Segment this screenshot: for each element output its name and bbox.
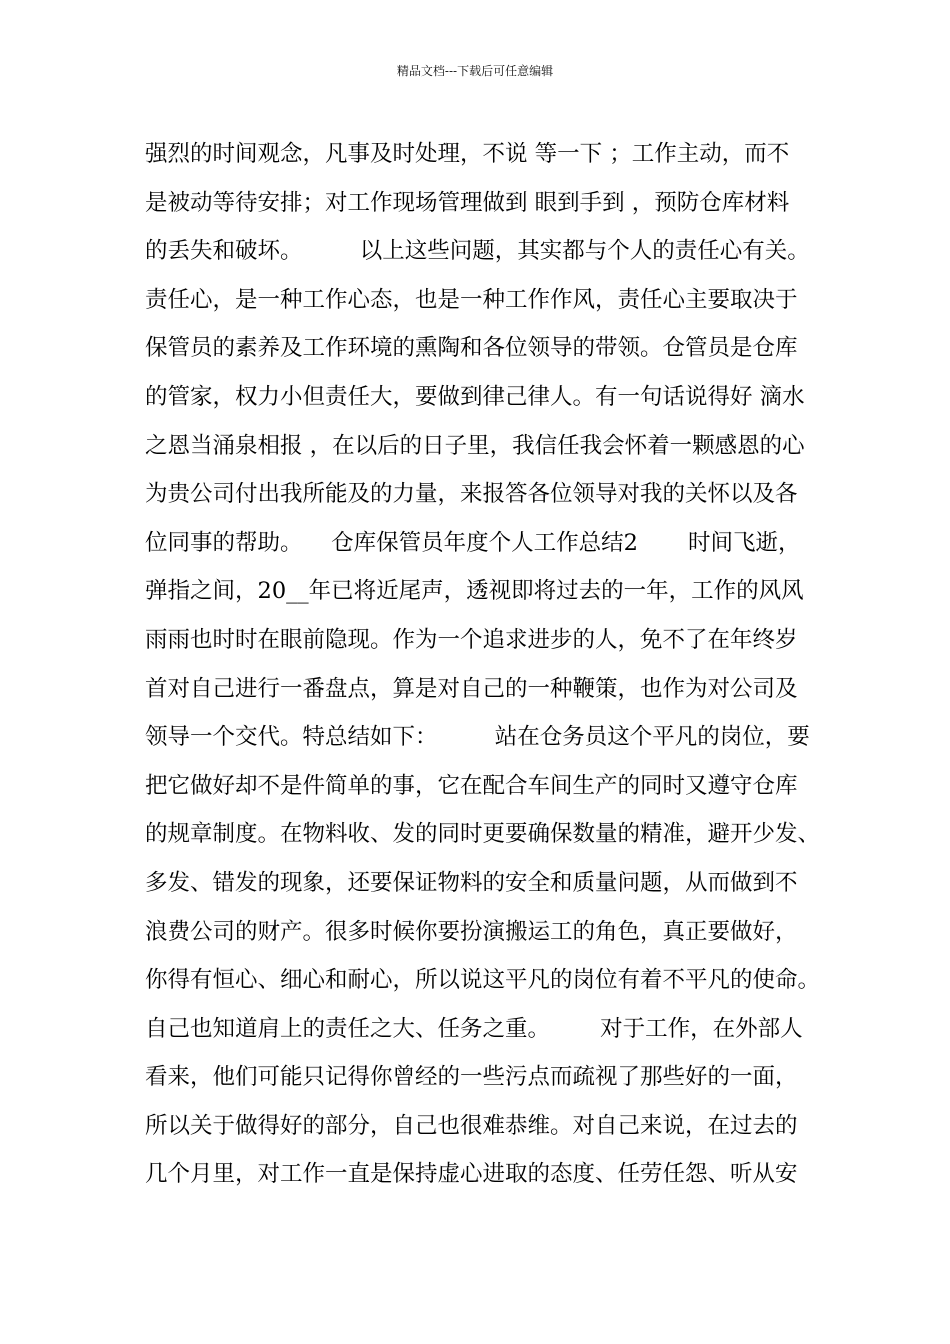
text-line: 领导一个交代。特总结如下： 站在仓务员这个平凡的岗位，要: [145, 724, 810, 751]
text-line: 保管员的素养及工作环境的熏陶和各位领导的带领。仓管员是仓库: [145, 335, 798, 362]
text-line: 之恩当涌泉相报 ，在以后的日子里，我信任我会怀着一颗感恩的心: [145, 432, 805, 459]
text-line: 所以关于做得好的部分，自己也很难恭维。对自己来说，在过去的: [145, 1112, 798, 1139]
text-line: 多发、错发的现象，还要保证物料的安全和质量问题，从而做到不: [145, 869, 798, 896]
text-line: 的规章制度。在物料收、发的同时更要确保数量的精准，避开少发、: [145, 821, 821, 848]
text-line: 几个月里，对工作一直是保持虚心进取的态度、任劳任怨、听从安: [145, 1161, 798, 1188]
text-line: 弹指之间，20__年已将近尾声，透视即将过去的一年，工作的风风: [145, 578, 804, 605]
text-line: 是被动等待安排；对工作现场管理做到 眼到手到 ，预防仓库材料: [145, 189, 790, 216]
text-line: 看来，他们可能只记得你曾经的一些污点而疏视了那些好的一面，: [145, 1064, 798, 1091]
text-line: 首对自己进行一番盘点，算是对自己的一种鞭策，也作为对公司及: [145, 675, 798, 702]
text-line: 的管家，权力小但责任大，要做到律己律人。有一句话说得好 滴水: [145, 383, 805, 410]
text-line: 把它做好却不是件简单的事，它在配合车间生产的同时又遵守仓库: [145, 772, 798, 799]
text-line: 位同事的帮助。 仓库保管员年度个人工作总结2 时间飞逝，: [145, 529, 801, 556]
text-line: 责任心，是一种工作心态，也是一种工作作风，责任心主要取决于: [145, 286, 798, 313]
text-line: 雨雨也时时在眼前隐现。作为一个追求进步的人，免不了在年终岁: [145, 626, 798, 653]
text-line: 的丢失和破坏。 以上这些问题，其实都与个人的责任心有关。: [145, 238, 810, 265]
page-header: 精品文档---下载后可任意编辑: [396, 64, 554, 78]
text-line: 自己也知道肩上的责任之大、任务之重。 对于工作，在外部人: [145, 1015, 803, 1042]
text-line: 为贵公司付出我所能及的力量，来报答各位领导对我的关怀以及各: [145, 481, 798, 508]
text-line: 强烈的时间观念，凡事及时处理，不说 等一下 ；工作主动，而不: [145, 141, 790, 167]
document-body: [145, 130, 825, 1199]
text-line: 你得有恒心、细心和耐心，所以说这平凡的岗位有着不平凡的使命。: [145, 967, 821, 994]
text-line: 浪费公司的财产。很多时候你要扮演搬运工的角色，真正要做好，: [145, 918, 798, 945]
